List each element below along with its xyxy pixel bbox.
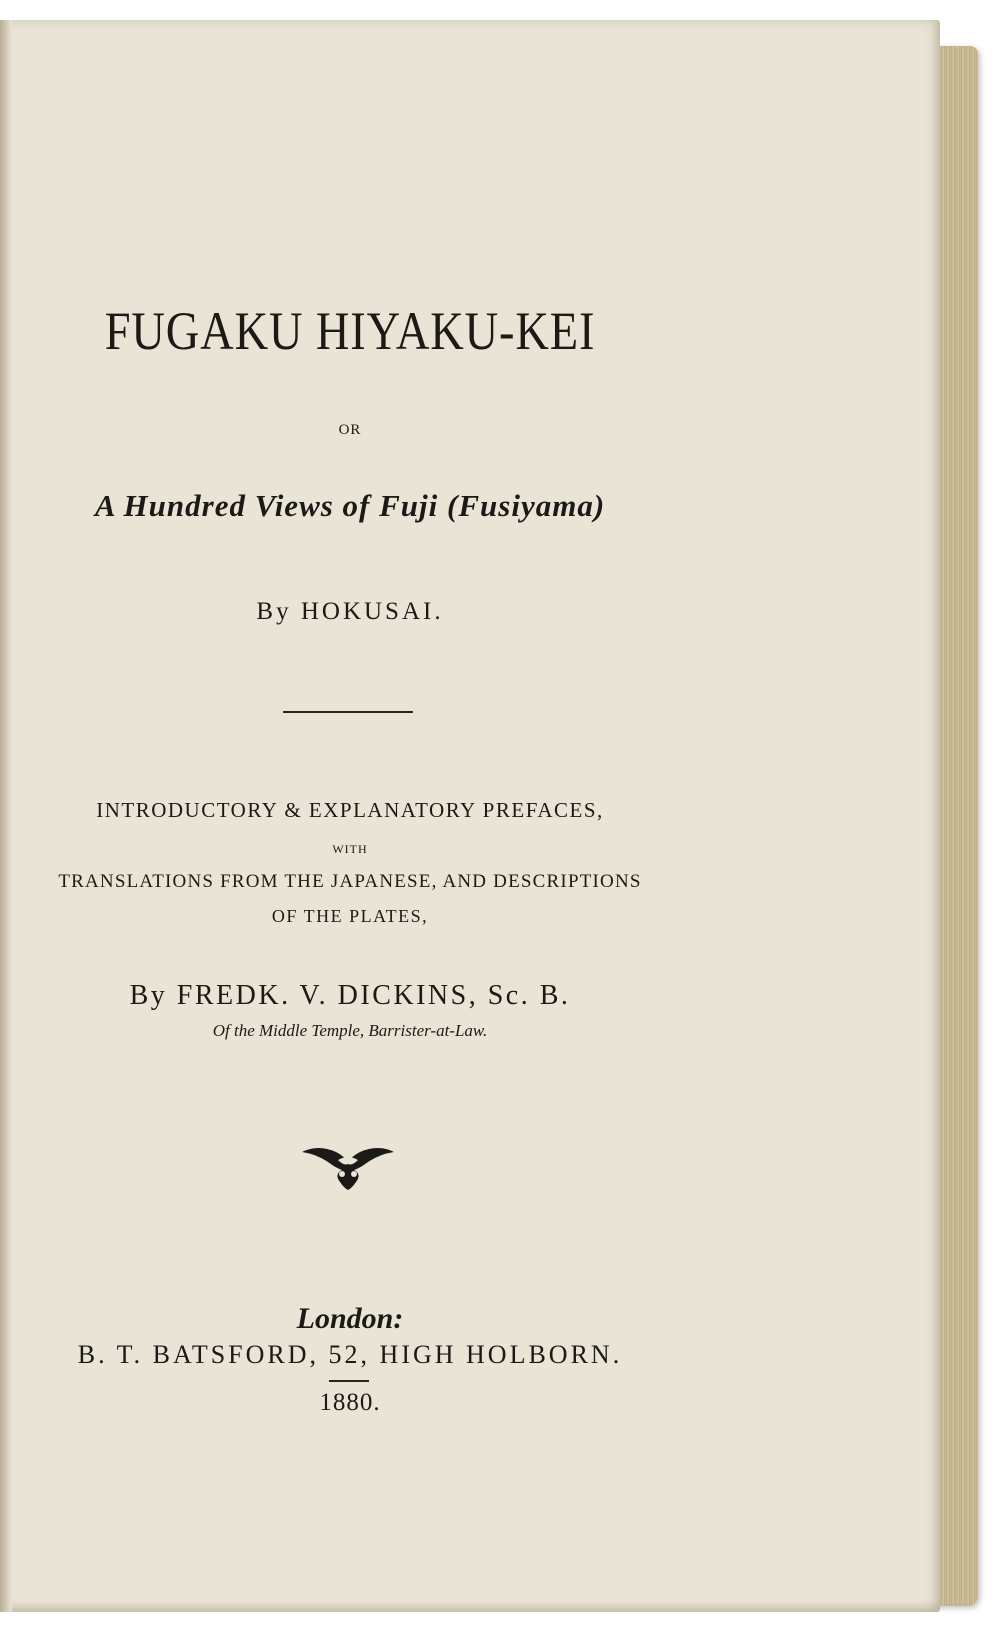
translations-line: TRANSLATIONS FROM THE JAPANESE, AND DESCRIPTIONS — [58, 871, 642, 892]
publication-year: 1880. — [319, 1389, 381, 1416]
with-connector: WITH — [332, 842, 368, 856]
page-gutter — [0, 20, 12, 1612]
or-connector: OR — [338, 422, 362, 438]
publisher-line: B. T. BATSFORD, 52, HIGH HOLBORN. — [77, 1340, 623, 1369]
floral-ornament-icon — [298, 1144, 398, 1190]
plates-line: OF THE PLATES, — [271, 906, 429, 926]
book-subtitle: A Hundred Views of Fuji (Fusiyama) — [94, 488, 606, 523]
imprint-place: London: — [296, 1302, 404, 1335]
book-title: FUGAKU HIYAKU-KEI — [104, 301, 596, 361]
small-rule — [329, 1380, 369, 1382]
divider-rule — [283, 711, 413, 713]
editor-affiliation: Of the Middle Temple, Barrister-at-Law. — [212, 1021, 488, 1040]
prefaces-line: INTRODUCTORY & EXPLANATORY PREFACES, — [96, 798, 604, 822]
author-line: By HOKUSAI. — [256, 598, 444, 625]
editor-byline: By FREDK. V. DICKINS, Sc. B. — [129, 980, 571, 1011]
